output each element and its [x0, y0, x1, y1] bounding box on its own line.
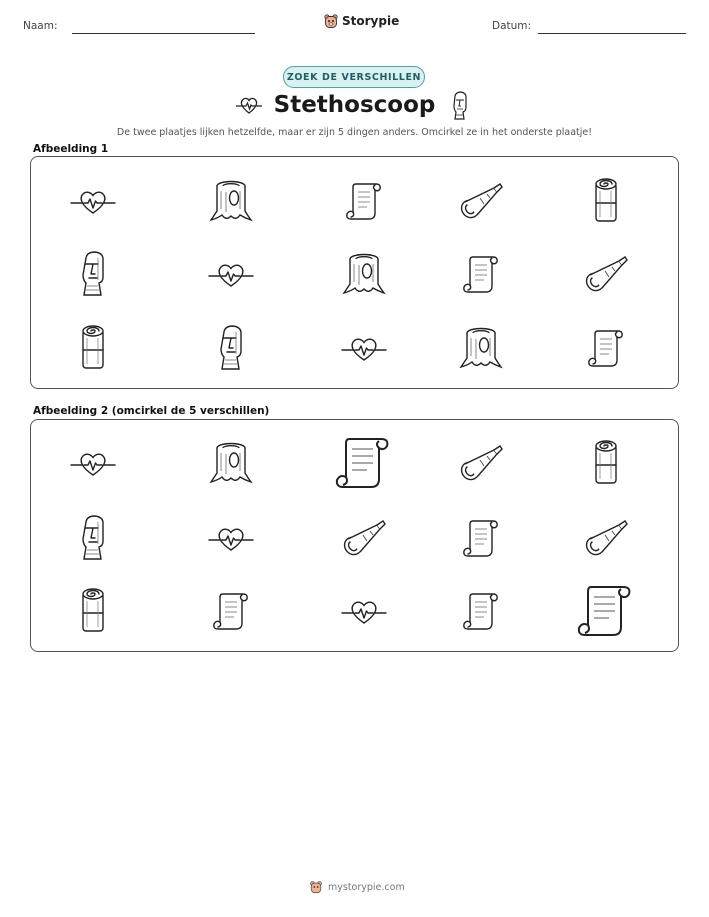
activity-badge: ZOEK DE VERSCHILLEN	[283, 66, 425, 88]
picture-1-tree-stump-icon[interactable]	[342, 252, 386, 300]
picture-1-scroll-icon[interactable]	[345, 179, 383, 227]
picture-2-heartbeat-icon[interactable]	[208, 523, 254, 557]
storypie-mascot-icon	[309, 880, 323, 894]
picture-1-heartbeat-icon[interactable]	[341, 333, 387, 367]
picture-1-scroll-icon[interactable]	[587, 326, 625, 374]
picture-2-tree-stump-icon[interactable]	[209, 441, 253, 489]
picture-2-scroll-icon[interactable]	[212, 589, 250, 637]
name-line[interactable]	[72, 33, 255, 34]
date-line[interactable]	[538, 33, 686, 34]
picture-1-paper-roll-icon[interactable]	[591, 177, 621, 229]
picture-1-horn-icon[interactable]	[583, 254, 629, 298]
footer-url: mystorypie.com	[328, 881, 405, 893]
picture-1-moai-icon[interactable]	[216, 324, 246, 376]
picture-2-horn-icon[interactable]	[341, 518, 387, 562]
picture-2-heartbeat-icon[interactable]	[70, 448, 116, 482]
date-label: Datum:	[492, 20, 532, 32]
picture-1-horn-icon[interactable]	[458, 181, 504, 225]
picture-2-heartbeat-icon[interactable]	[341, 596, 387, 630]
brand-name: Storypie	[342, 14, 400, 28]
storypie-logo	[323, 13, 399, 29]
instructions: De twee plaatjes lijken hetzelfde, maar er zijn 5 dingen anders. Omcirkel ze in het onderste plaatje!	[116, 127, 593, 138]
picture-2-scroll-icon[interactable]	[462, 516, 500, 564]
picture-1-label: Afbeelding 1	[33, 143, 109, 155]
picture-1-heartbeat-icon[interactable]	[70, 186, 116, 220]
picture-1-tree-stump-icon[interactable]	[209, 179, 253, 227]
picture-1-heartbeat-icon[interactable]	[208, 259, 254, 293]
footer	[309, 880, 405, 894]
picture-2-scroll-large-icon[interactable]	[335, 434, 393, 496]
picture-2-horn-icon[interactable]	[458, 443, 504, 487]
picture-2-panel[interactable]	[30, 419, 679, 652]
picture-1-scroll-icon[interactable]	[462, 252, 500, 300]
picture-2-label: Afbeelding 2 (omcirkel de 5 verschillen)	[33, 405, 270, 417]
picture-2-scroll-large-icon[interactable]	[577, 582, 635, 644]
picture-1-moai-icon[interactable]	[78, 250, 108, 302]
moai-statue-icon	[451, 91, 469, 125]
name-label: Naam:	[23, 20, 58, 32]
picture-1-panel	[30, 156, 679, 389]
picture-2-scroll-icon[interactable]	[462, 589, 500, 637]
picture-2-horn-icon[interactable]	[583, 518, 629, 562]
picture-1-paper-roll-icon[interactable]	[78, 324, 108, 376]
storypie-mascot-icon	[323, 13, 339, 29]
picture-2-paper-roll-icon[interactable]	[591, 439, 621, 491]
page-title: Stethoscoop	[273, 92, 436, 118]
picture-1-tree-stump-icon[interactable]	[459, 326, 503, 374]
picture-2-moai-icon[interactable]	[78, 514, 108, 566]
picture-2-paper-roll-icon[interactable]	[78, 587, 108, 639]
